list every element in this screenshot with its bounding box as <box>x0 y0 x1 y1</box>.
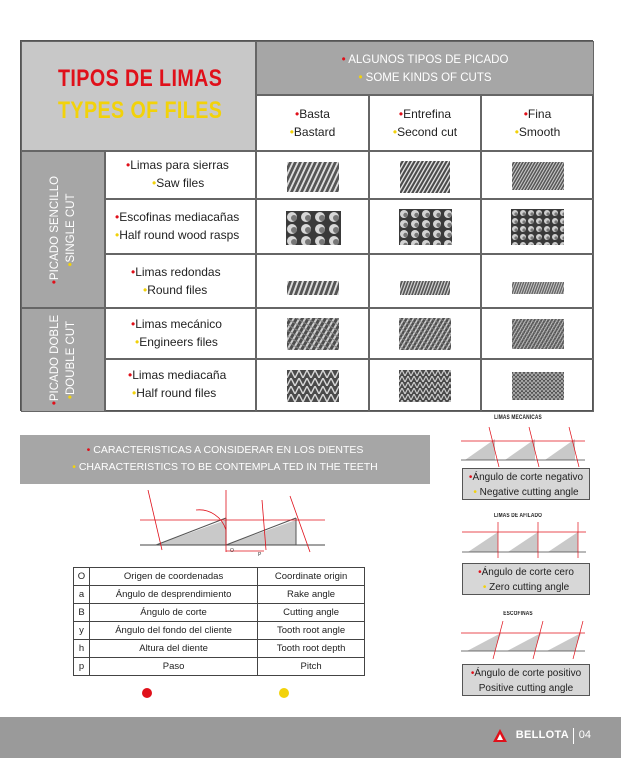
panel-1-en: Zero cutting angle <box>489 582 570 593</box>
col-basta-en: Bastard <box>293 125 336 139</box>
title-es: TIPOS DE LIMAS <box>58 65 223 92</box>
col-entrefina-es: Entrefina <box>403 107 452 121</box>
legend-en: Cutting angle <box>258 604 365 622</box>
file-texture-round-smooth <box>512 282 564 294</box>
row-4-es: Limas mediacaña <box>132 368 227 382</box>
legend-es: Origen de coordenadas <box>90 568 258 586</box>
col-entrefina-en: Second cut <box>397 125 458 139</box>
bellota-logo-icon <box>493 729 507 742</box>
legend-es: Paso <box>90 658 258 676</box>
page-footer <box>0 717 621 758</box>
legend-row <box>74 658 365 676</box>
title-cell <box>21 41 256 151</box>
legend-en: Rake angle <box>258 586 365 604</box>
col-header-basta: •Basta •Bastard <box>256 95 369 151</box>
file-texture-saw-smooth <box>512 162 564 190</box>
footer-divider <box>573 728 574 744</box>
file-texture-round-bastard <box>287 281 339 295</box>
legend-row <box>74 604 365 622</box>
row-4-en: Half round files <box>136 386 217 400</box>
title-en: TYPES OF FILES <box>58 97 223 124</box>
panel-title-escofinas: ESCOFINAS <box>503 611 533 617</box>
pitch-label: P <box>258 552 262 558</box>
legend-es: Ángulo del fondo del cliente <box>90 622 258 640</box>
group-single-es: PICADO SENCILLO <box>49 175 61 280</box>
panel-2-es: Ángulo de corte positivo <box>474 668 582 679</box>
file-texture-engineers-second <box>399 318 451 350</box>
file-texture-engineers-smooth <box>512 319 564 349</box>
row-2-es: Limas redondas <box>135 265 221 279</box>
file-texture-rasp-second <box>399 209 452 245</box>
page-number: 04 <box>578 729 591 741</box>
row-saw-files: •Limas para sierras •Saw files <box>105 151 256 199</box>
teeth-characteristics-header: • CARACTERISTICAS A CONSIDERAR EN LOS DIENTES • CHARACTERISTICS TO BE CONTEMPLA TED IN THE TEETH <box>20 435 430 484</box>
origin-label: O <box>230 548 234 554</box>
group-single-en: SINGLE CUT <box>65 192 77 262</box>
col-header-fina: •Fina •Smooth <box>481 95 594 151</box>
cuts-header: • ALGUNOS TIPOS DE PICADO • SOME KINDS OF CUTS <box>256 41 594 95</box>
file-texture-halfround-smooth <box>512 372 564 400</box>
tooth-geometry-diagram <box>140 490 330 562</box>
group-double-es: PICADO DOBLE <box>49 314 61 402</box>
col-fina-en: Smooth <box>518 125 561 139</box>
legend-sym: O <box>74 568 90 586</box>
row-0-es: Limas para sierras <box>130 158 229 172</box>
row-0-en: Saw files <box>156 176 205 190</box>
file-texture-round-second <box>400 281 450 295</box>
legend-sym: B <box>74 604 90 622</box>
group-single-cut: •PICADO SENCILLO •SINGLE CUT <box>21 151 105 308</box>
legend-en: Tooth root angle <box>258 622 365 640</box>
legend-row <box>74 586 365 604</box>
legend-sym: y <box>74 622 90 640</box>
legend-row <box>74 568 365 586</box>
row-1-es: Escofinas mediacañas <box>119 210 240 224</box>
group-double-en: DOUBLE CUT <box>65 320 77 396</box>
row-3-en: Engineers files <box>139 335 218 349</box>
positive-angle-diagram <box>461 621 585 659</box>
negative-angle-diagram <box>461 427 585 467</box>
legend-sym: h <box>74 640 90 658</box>
negative-cutting-angle-box: •Ángulo de corte negativo • Negative cutting angle <box>462 468 590 500</box>
row-2-en: Round files <box>147 283 208 297</box>
row-3-es: Limas mecánico <box>135 317 222 331</box>
cuts-header-es: ALGUNOS TIPOS DE PICADO <box>348 54 509 66</box>
file-texture-rasp-bastard <box>286 211 341 245</box>
legend-es: Altura del diente <box>90 640 258 658</box>
file-texture-rasp-smooth <box>511 209 564 245</box>
zero-angle-diagram <box>462 522 586 558</box>
char-es: CARACTERISTICAS A CONSIDERAR EN LOS DIENTES <box>93 444 364 456</box>
panel-1-es: Ángulo de corte cero <box>481 567 574 578</box>
col-header-entrefina: •Entrefina •Second cut <box>369 95 481 151</box>
brand-name: BELLOTA <box>515 729 569 741</box>
col-basta-es: Basta <box>299 107 330 121</box>
file-texture-saw-bastard <box>287 162 339 192</box>
legend-sym: a <box>74 586 90 604</box>
panel-title-mecanicas: LIMAS MECÁNICAS <box>494 415 542 421</box>
file-texture-engineers-bastard <box>287 318 339 350</box>
legend-es: Ángulo de desprendimiento <box>90 586 258 604</box>
legend-en: Coordinate origin <box>258 568 365 586</box>
file-texture-saw-second <box>400 161 450 193</box>
legend-sym: p <box>74 658 90 676</box>
file-texture-halfround-bastard <box>287 370 339 402</box>
spanish-color-dot <box>142 688 152 698</box>
legend-row <box>74 622 365 640</box>
char-en: CHARACTERISTICS TO BE CONTEMPLA TED IN THE TEETH <box>78 461 378 473</box>
file-texture-halfround-second <box>399 370 451 402</box>
row-round-files: •Limas redondas •Round files <box>105 254 256 308</box>
legend-en: Pitch <box>258 658 365 676</box>
legend-en: Tooth root depth <box>258 640 365 658</box>
legend-row <box>74 640 365 658</box>
cuts-header-en: SOME KINDS OF CUTS <box>365 72 492 84</box>
panel-2-en: Positive cutting angle <box>478 683 574 694</box>
panel-title-afilado: LIMAS DE AFILADO <box>494 513 542 519</box>
panel-0-en: Negative cutting angle <box>479 487 579 498</box>
row-1-en: Half round wood rasps <box>119 228 240 242</box>
cell-r2-c2 <box>481 254 594 308</box>
english-color-dot <box>279 688 289 698</box>
legend-table <box>73 567 365 676</box>
col-fina-es: Fina <box>527 107 552 121</box>
legend-es: Ángulo de corte <box>90 604 258 622</box>
zero-cutting-angle-box: •Ángulo de corte cero • Zero cutting angle <box>462 563 590 595</box>
row-half-round-files: •Limas mediacaña •Half round files <box>105 359 256 412</box>
positive-cutting-angle-box: •Ángulo de corte positivo Positive cutting angle <box>462 664 590 696</box>
row-engineers-files: •Limas mecánico •Engineers files <box>105 308 256 359</box>
group-double-cut: •PICADO DOBLE •DOUBLE CUT <box>21 308 105 412</box>
row-half-round-rasps: •Escofinas mediacañas •Half round wood rasps <box>105 199 256 254</box>
file-types-table <box>20 40 593 411</box>
panel-0-es: Ángulo de corte negativo <box>472 472 584 483</box>
